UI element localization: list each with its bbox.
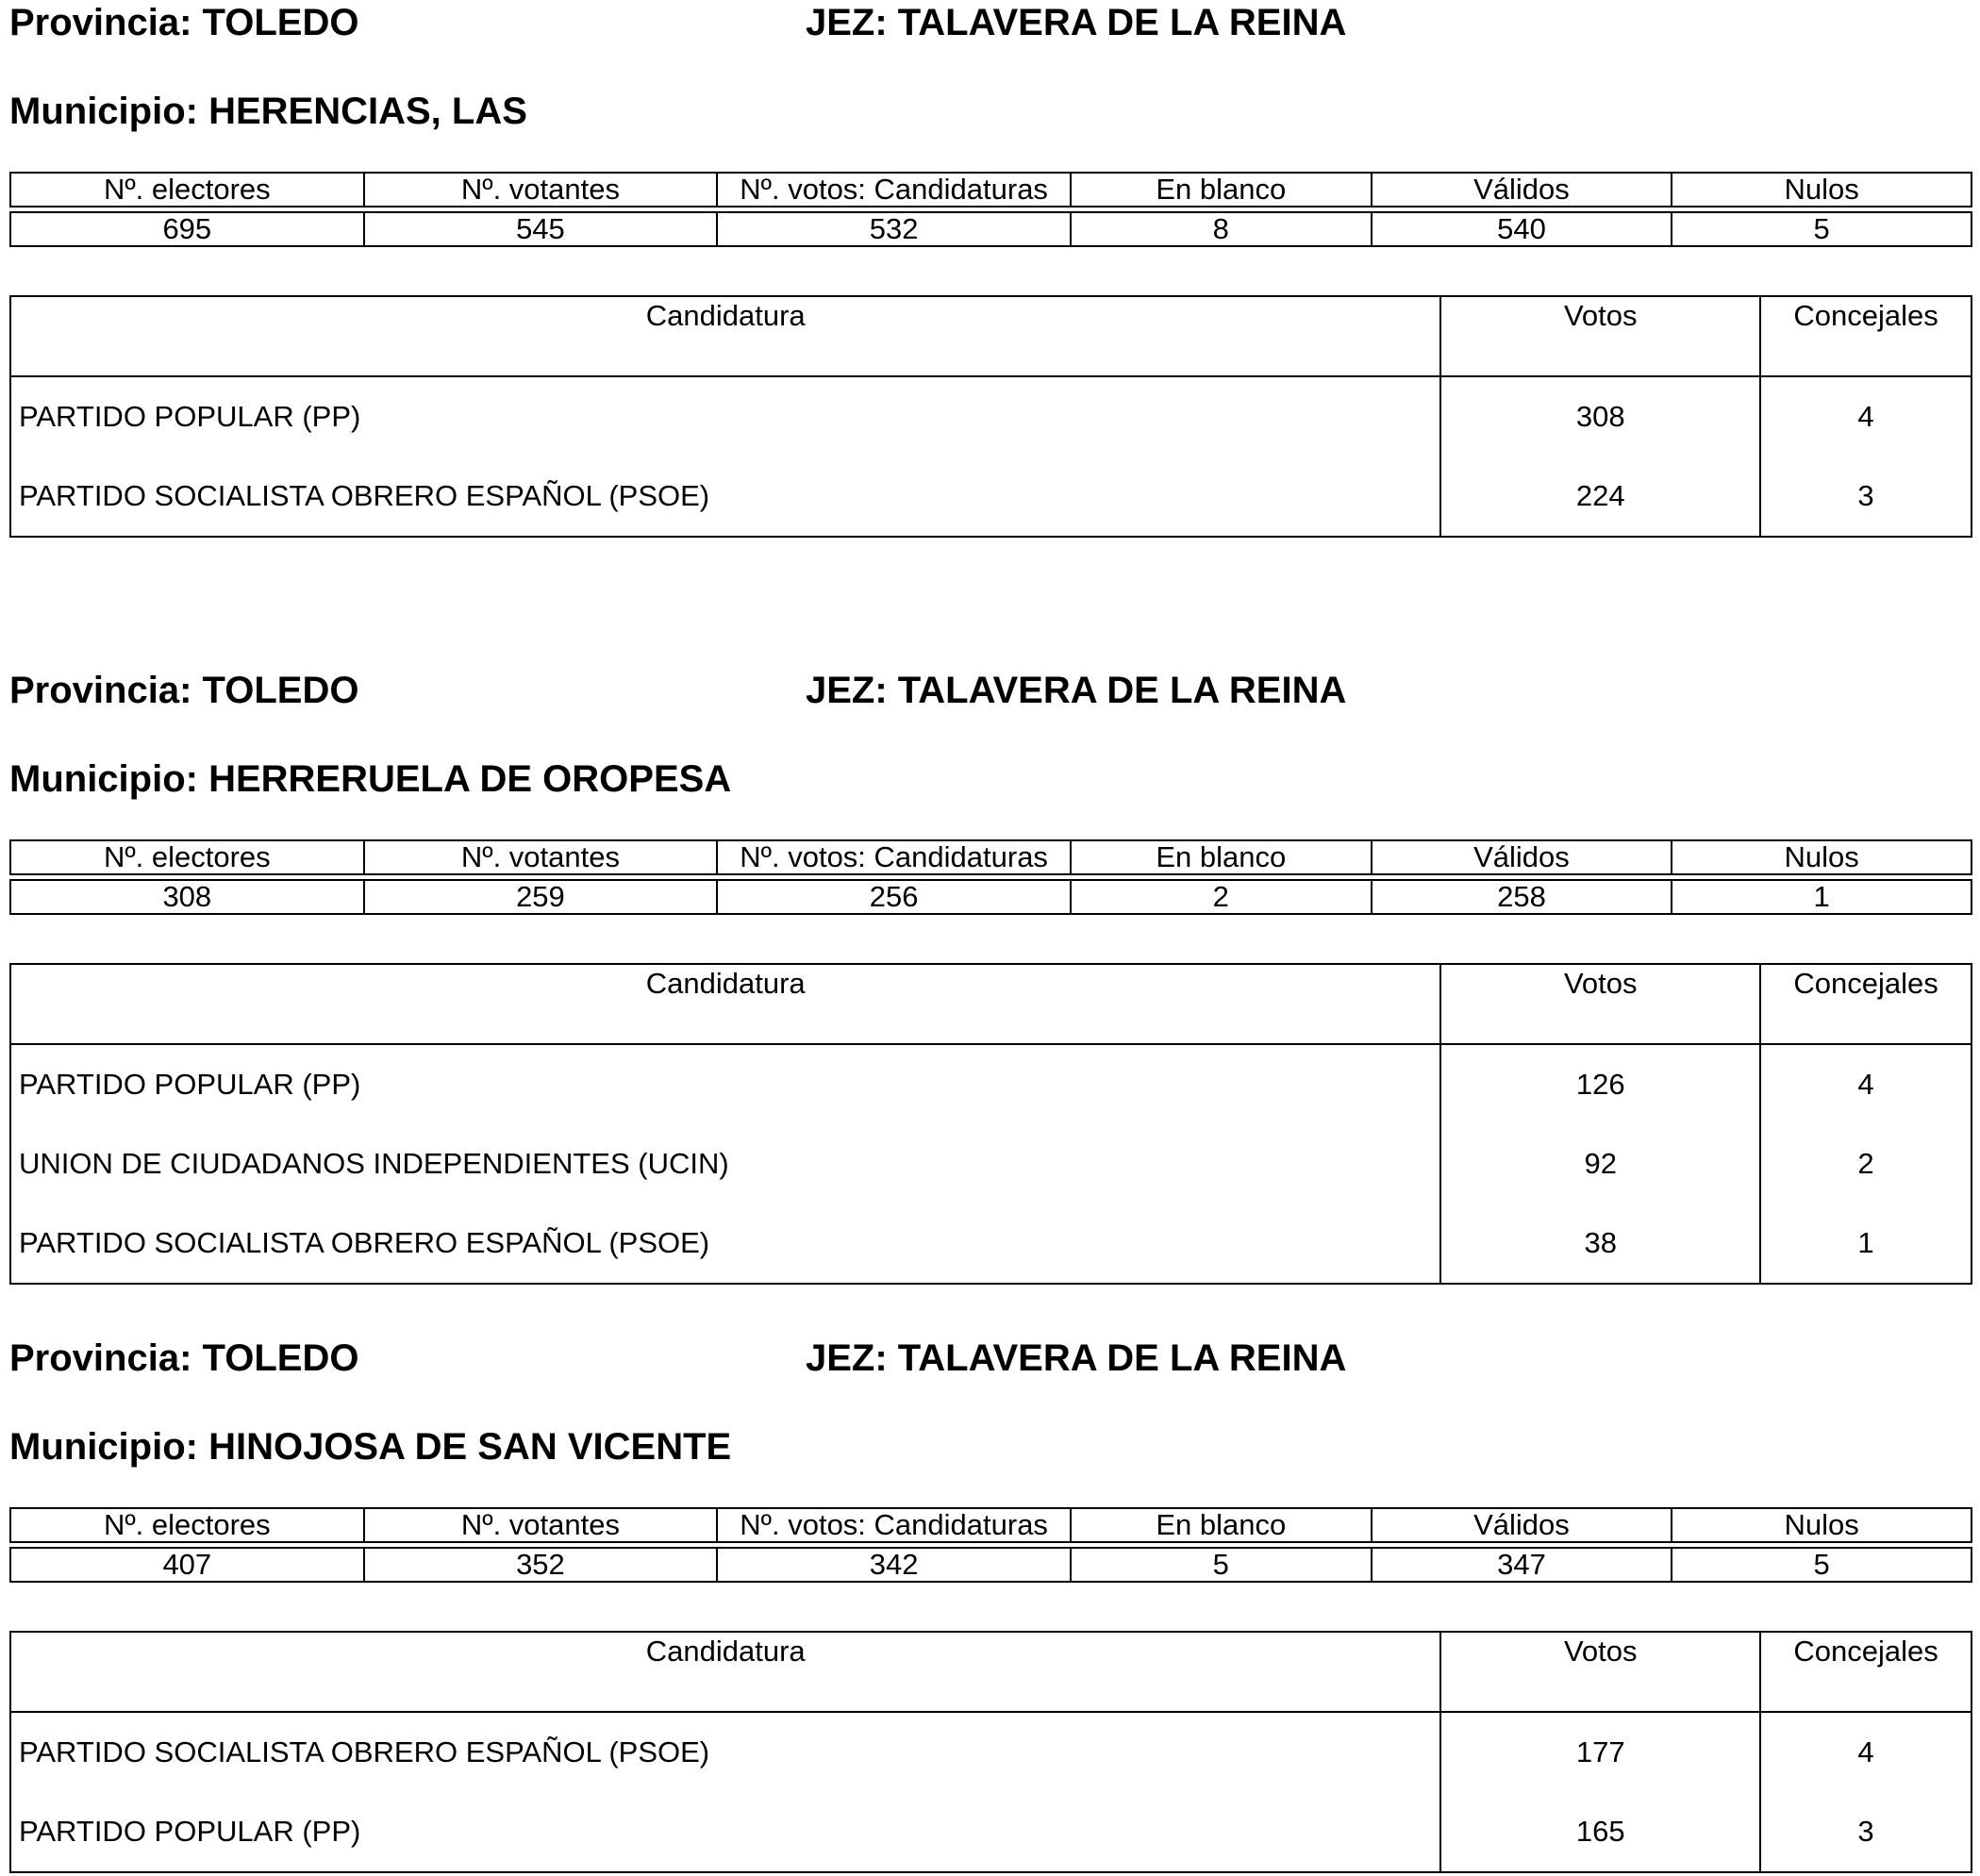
summary-value-cell: 342: [717, 1548, 1071, 1582]
votos-header: Votos: [1440, 1632, 1760, 1712]
summary-header-cell: Nulos: [1672, 1508, 1972, 1542]
candidatura-header: Candidatura: [10, 964, 1440, 1044]
candidate-concejales: 3: [1760, 457, 1972, 537]
candidate-row: [10, 1204, 1972, 1284]
candidate-concejales: 4: [1760, 376, 1972, 457]
candidate-concejales: 4: [1760, 1712, 1972, 1792]
candidate-votos: 126: [1440, 1044, 1760, 1124]
candidate-concejales: 1: [1760, 1204, 1972, 1284]
summary-value-row: [10, 1548, 1972, 1582]
candidatura-header: Candidatura: [10, 1632, 1440, 1712]
summary-header-cell: Válidos: [1372, 840, 1672, 874]
summary-header-cell: Válidos: [1372, 173, 1672, 207]
summary-value-cell: 347: [1372, 1548, 1672, 1582]
summary-header-cell: Nº. votos: Candidaturas: [717, 840, 1071, 874]
candidatura-header: Candidatura: [10, 296, 1440, 376]
summary-header-cell: Nº. votantes: [364, 1508, 718, 1542]
summary-table: [9, 172, 1972, 247]
candidate-votos: 177: [1440, 1712, 1760, 1792]
provincia-label: Provincia: TOLEDO: [9, 670, 359, 711]
candidate-name: PARTIDO POPULAR (PP): [19, 1815, 361, 1848]
municipio-label: Municipio: HINOJOSA DE SAN VICENTE: [9, 1426, 732, 1468]
summary-header-cell: En blanco: [1071, 173, 1372, 207]
summary-value-cell: 258: [1372, 880, 1672, 914]
candidates-header-row: [10, 296, 1972, 376]
header-line: [9, 1337, 1972, 1379]
candidate-votos: 165: [1440, 1792, 1760, 1872]
summary-value-cell: 695: [10, 212, 364, 246]
candidate-votos: 224: [1440, 457, 1760, 537]
candidate-row: [10, 1712, 1972, 1792]
summary-value-cell: 545: [364, 212, 718, 246]
candidate-row: [10, 457, 1972, 537]
summary-header-cell: En blanco: [1071, 840, 1372, 874]
votos-header: Votos: [1440, 296, 1760, 376]
candidate-name: PARTIDO POPULAR (PP): [19, 400, 361, 433]
candidate-concejales: 2: [1760, 1124, 1972, 1204]
summary-header-row: [10, 173, 1972, 207]
summary-header-cell: Nulos: [1672, 840, 1972, 874]
summary-header-cell: Nº. electores: [10, 1508, 364, 1542]
summary-header-cell: Nº. votantes: [364, 173, 718, 207]
candidates-table: [9, 963, 1972, 1285]
summary-value-cell: 2: [1071, 880, 1372, 914]
summary-table: [9, 839, 1972, 915]
summary-value-cell: 259: [364, 880, 718, 914]
candidate-name: PARTIDO SOCIALISTA OBRERO ESPAÑOL (PSOE): [19, 1226, 710, 1259]
summary-header-row: [10, 840, 1972, 874]
summary-value-cell: 540: [1372, 212, 1672, 246]
candidate-name: PARTIDO SOCIALISTA OBRERO ESPAÑOL (PSOE): [19, 479, 710, 512]
summary-value-cell: 5: [1071, 1548, 1372, 1582]
summary-header-cell: Válidos: [1372, 1508, 1672, 1542]
municipio-label: Municipio: HERRERUELA DE OROPESA: [9, 758, 732, 800]
summary-value-cell: 256: [717, 880, 1071, 914]
candidate-row: [10, 1044, 1972, 1124]
summary-value-cell: 407: [10, 1548, 364, 1582]
candidate-row: [10, 1124, 1972, 1204]
header-line: [9, 670, 1972, 711]
candidate-name: PARTIDO SOCIALISTA OBRERO ESPAÑOL (PSOE): [19, 1735, 710, 1768]
summary-header-cell: Nº. votos: Candidaturas: [717, 173, 1071, 207]
candidate-name: UNION DE CIUDADANOS INDEPENDIENTES (UCIN): [19, 1147, 729, 1180]
jez-label: JEZ: TALAVERA DE LA REINA: [806, 1337, 1347, 1379]
summary-header-cell: Nº. votantes: [364, 840, 718, 874]
candidates-header-row: [10, 964, 1972, 1044]
summary-value-cell: 532: [717, 212, 1071, 246]
summary-header-cell: Nº. electores: [10, 840, 364, 874]
candidate-votos: 308: [1440, 376, 1760, 457]
summary-header-cell: En blanco: [1071, 1508, 1372, 1542]
summary-value-row: [10, 212, 1972, 246]
candidate-concejales: 4: [1760, 1044, 1972, 1124]
summary-value-cell: 5: [1672, 1548, 1972, 1582]
candidate-votos: 92: [1440, 1124, 1760, 1204]
summary-header-cell: Nulos: [1672, 173, 1972, 207]
summary-value-cell: 1: [1672, 880, 1972, 914]
jez-label: JEZ: TALAVERA DE LA REINA: [806, 670, 1347, 711]
jez-label: JEZ: TALAVERA DE LA REINA: [806, 2, 1347, 43]
summary-value-row: [10, 880, 1972, 914]
summary-value-cell: 5: [1672, 212, 1972, 246]
summary-table: [9, 1507, 1972, 1583]
summary-header-cell: Nº. votos: Candidaturas: [717, 1508, 1071, 1542]
concejales-header: Concejales: [1760, 1632, 1972, 1712]
summary-value-cell: 308: [10, 880, 364, 914]
header-line: [9, 2, 1972, 43]
candidates-table: [9, 295, 1972, 538]
provincia-label: Provincia: TOLEDO: [9, 2, 359, 43]
candidate-votos: 38: [1440, 1204, 1760, 1284]
candidate-row: [10, 376, 1972, 457]
votos-header: Votos: [1440, 964, 1760, 1044]
provincia-label: Provincia: TOLEDO: [9, 1337, 359, 1379]
summary-value-cell: 8: [1071, 212, 1372, 246]
candidate-concejales: 3: [1760, 1792, 1972, 1872]
municipio-label: Municipio: HERENCIAS, LAS: [9, 91, 527, 132]
candidates-header-row: [10, 1632, 1972, 1712]
concejales-header: Concejales: [1760, 964, 1972, 1044]
candidates-table: [9, 1631, 1972, 1873]
candidate-row: [10, 1792, 1972, 1872]
candidate-name: PARTIDO POPULAR (PP): [19, 1068, 361, 1101]
summary-header-cell: Nº. electores: [10, 173, 364, 207]
summary-header-row: [10, 1508, 1972, 1542]
summary-value-cell: 352: [364, 1548, 718, 1582]
concejales-header: Concejales: [1760, 296, 1972, 376]
